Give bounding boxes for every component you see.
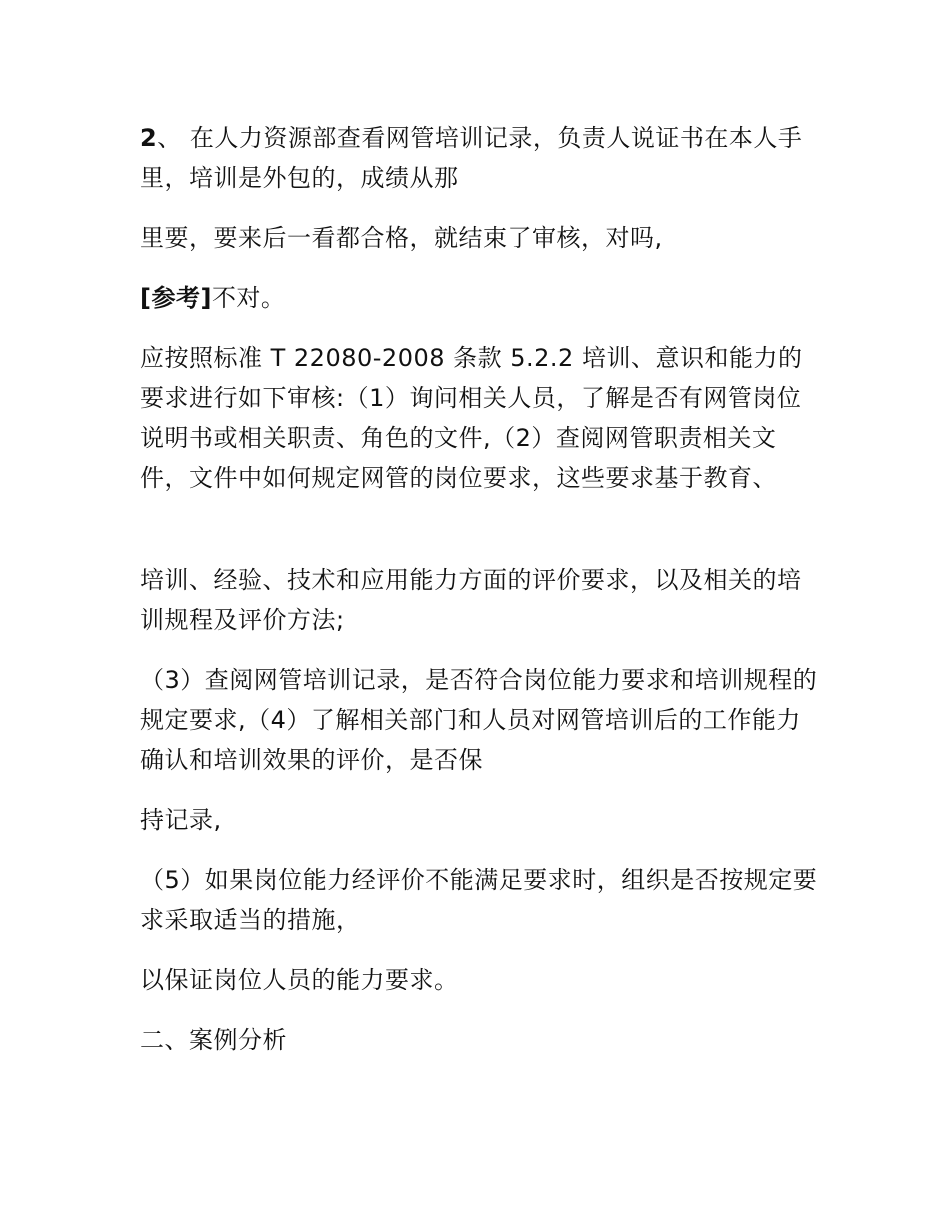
paragraph-reference-answer	[140, 278, 820, 318]
paragraph-training-evaluation	[140, 560, 820, 640]
paragraph-text: 以保证岗位人员的能力要求。	[140, 966, 459, 994]
paragraph-text: 持记录,	[140, 806, 222, 834]
paragraph-question-2-cont	[140, 218, 820, 258]
question-number: 2	[140, 124, 158, 152]
paragraph-keep-records	[140, 800, 820, 840]
paragraph-text: 应按照标准 T 22080-2008 条款 5.2.2 培训、意识和能力的要求进行如下审核:（1）询问相关人员，了解是否有网管岗位说明书或相关职责、角色的文件,（2）查阅网管职责相关文件，文件中如何规定网管的岗位要求，这些要求基于教育、	[140, 344, 803, 492]
heading-text: 二、案例分析	[140, 1026, 287, 1054]
section-heading-case-analysis	[140, 1020, 820, 1060]
paragraph-text: 里要，要来后一看都合格，就结束了审核，对吗,	[140, 224, 663, 252]
paragraph-text: 不对。	[211, 284, 286, 312]
paragraph-text: （5）如果岗位能力经评价不能满足要求时，组织是否按规定要求采取适当的措施，	[140, 866, 818, 934]
paragraph-item-3-4	[140, 660, 820, 780]
paragraph-text: （3）查阅网管培训记录，是否符合岗位能力要求和培训规程的规定要求,（4）了解相关部门和人员对网管培训后的工作能力确认和培训效果的评价，是否保	[140, 666, 818, 774]
paragraph-text: 培训、经验、技术和应用能力方面的评价要求，以及相关的培训规程及评价方法;	[140, 566, 802, 634]
paragraph-ensure-competence	[140, 960, 820, 1000]
paragraph-text: 、 在人力资源部查看网管培训记录，负责人说证书在本人手里，培训是外包的，成绩从那	[140, 124, 803, 192]
paragraph-question-2	[140, 118, 820, 198]
paragraph-item-5	[140, 860, 820, 940]
paragraph-audit-requirements	[140, 338, 820, 498]
reference-label: [参考]	[140, 284, 212, 312]
